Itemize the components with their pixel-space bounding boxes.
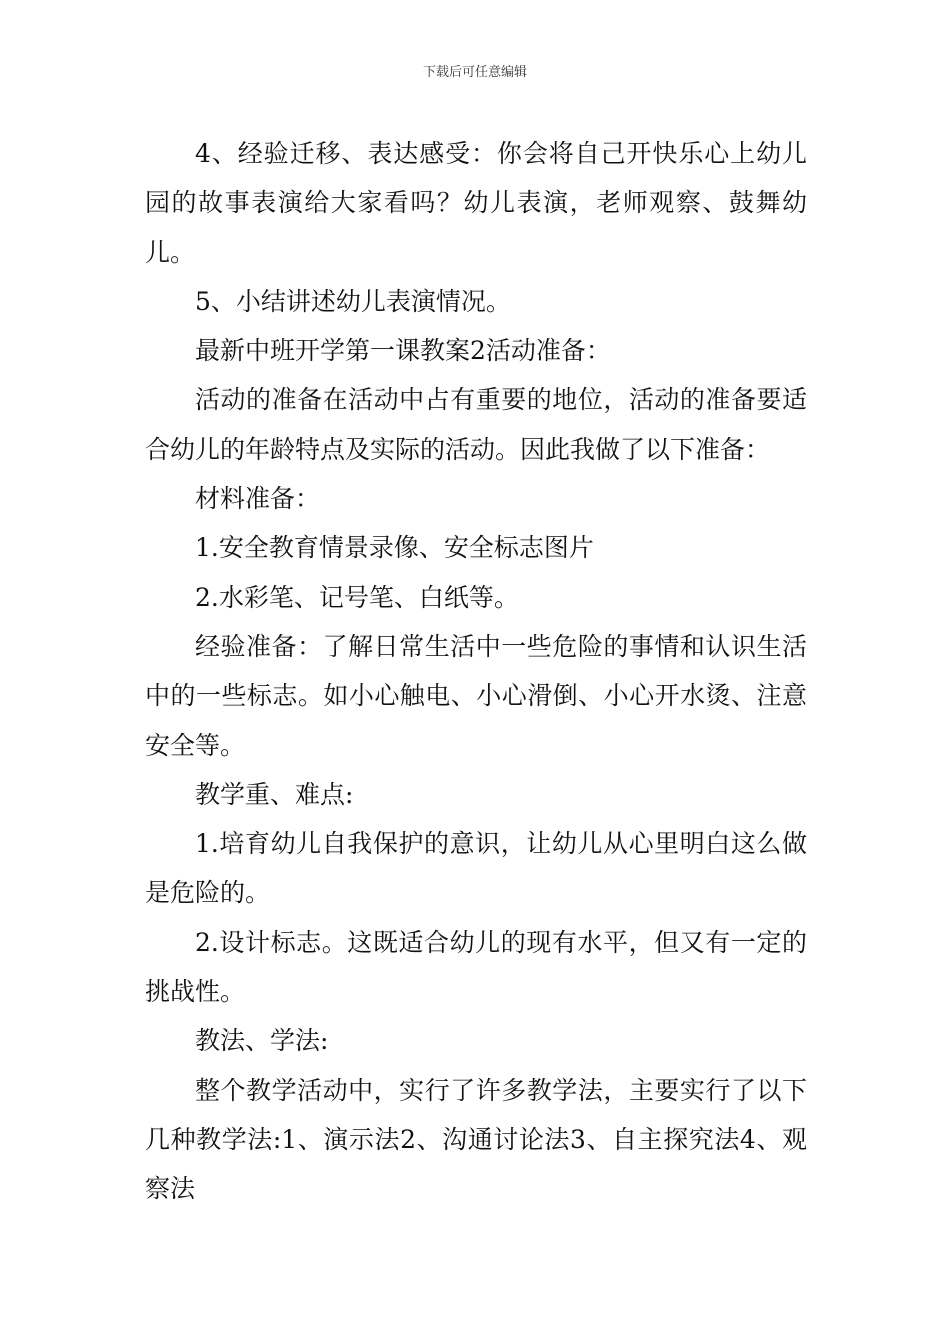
paragraph-step-4: 4、经验迁移、表达感受：你会将自己开快乐心上幼儿园的故事表演给大家看吗？幼儿表演，老师观察、鼓舞幼儿。 bbox=[145, 139, 807, 267]
paragraph-material-item-1: 1.安全教育情景录像、安全标志图片 bbox=[195, 533, 594, 563]
paragraph-preparation-intro: 活动的准备在活动中占有重要的地位，活动的准备要适合幼儿的年龄特点及实际的活动。因此我做了以下准备： bbox=[145, 385, 807, 464]
paragraph-key-points-heading: 教学重、难点: bbox=[195, 779, 354, 809]
page-header: 下载后可任意编辑 bbox=[422, 65, 527, 80]
paragraph-experience-preparation: 经验准备：了解日常生活中一些危险的事情和认识生活中的一些标志。如小心触电、小心滑倒、小心开水烫、注意安全等。 bbox=[145, 631, 807, 760]
paragraph-section-title: 最新中班开学第一课教案2活动准备： bbox=[195, 336, 611, 366]
paragraph-material-heading: 材料准备： bbox=[195, 484, 321, 514]
paragraph-step-5: 5、小结讲述幼儿表演情况。 bbox=[195, 286, 511, 316]
paragraph-key-point-2: 2.设计标志。这既适合幼儿的现有水平，但又有一定的挑战性。 bbox=[145, 927, 807, 1007]
paragraph-methods-body: 整个教学活动中，实行了许多教学法，主要实行了以下几种教学法:1、演示法2、沟通讨论法3、自主探究法4、观察法 bbox=[145, 1075, 807, 1204]
document-body bbox=[145, 129, 807, 1214]
paragraph-methods-heading: 教法、学法: bbox=[195, 1026, 329, 1056]
paragraph-key-point-1: 1.培育幼儿自我保护的意识，让幼儿从心里明白这么做是危险的。 bbox=[145, 829, 807, 908]
paragraph-material-item-2: 2.水彩笔、记号笔、白纸等。 bbox=[195, 582, 519, 612]
